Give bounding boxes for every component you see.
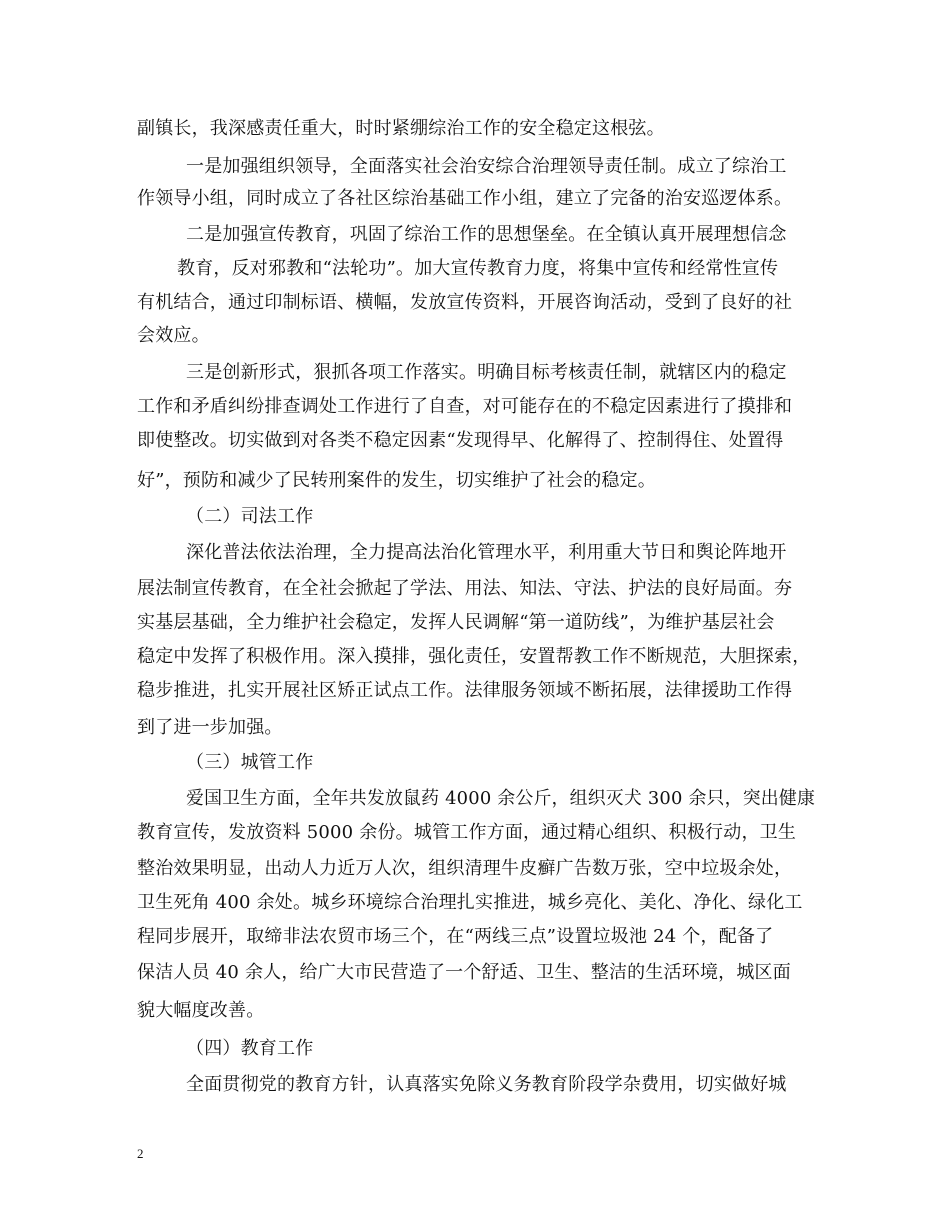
text-line: 教育，反对邪教和“法轮功”。加大宣传教育力度，将集中宣传和经常性宣传 [177,258,779,279]
text-line: 有机结合，通过印制标语、横幅，发放宣传资料，开展咨询活动，受到了良好的社 [137,292,793,313]
text-line: 一是加强组织领导，全面落实社会治安综合治理领导责任制。成立了综治工 [186,156,787,177]
text-line: 深化普法依法治理，全力提高法治化管理水平，利用重大节日和舆论阵地开 [186,542,787,563]
text-line: 整治效果明显，出动人力近万人次，组织清理牛皮癣广告数万张，空中垃圾余处， [137,858,793,879]
text-line: 二是加强宣传教育，巩固了综治工作的思想堡垒。在全镇认真开展理想信念 [186,224,787,245]
text-line: 卫生死角 400 余处。城乡环境综合治理扎实推进，城乡亮化、美化、净化、绿化工 [137,892,803,913]
text-line: 展法制宣传教育，在全社会掀起了学法、用法、知法、守法、护法的良好局面。夯 [137,578,793,599]
text-line: 稳定中发挥了积极作用。深入摸排，强化责任，安置帮教工作不断规范，大胆探索， [137,646,811,667]
section-heading: （三）城管工作 [186,752,314,773]
text-line: 好”，预防和减少了民转刑案件的发生，切实维护了社会的稳定。 [137,470,656,491]
text-line: 即使整改。切实做到对各类不稳定因素“发现得早、化解得了、控制得住、处置得 [137,430,784,451]
text-line: 稳步推进，扎实开展社区矫正试点工作。法律服务领域不断拓展，法律援助工作得 [137,680,793,701]
section-heading: （二）司法工作 [186,506,314,527]
section-heading: （四）教育工作 [186,1038,314,1059]
page-number: 2 [137,1146,144,1161]
text-line: 全面贯彻党的教育方针，认真落实免除义务教育阶段学杂费用，切实做好城 [186,1074,787,1095]
text-line: 教育宣传，发放资料 5000 余份。城管工作方面，通过精心组织、积极行动，卫生 [137,822,797,843]
text-line: 到了进一步加强。 [137,717,283,738]
text-line: 副镇长，我深感责任重大，时时紧绷综治工作的安全稳定这根弦。 [137,118,665,139]
text-line: 爱国卫生方面，全年共发放鼠药 4000 余公斤，组织灭犬 300 余只，突出健康 [186,788,816,809]
text-line: 三是创新形式，狠抓各项工作落实。明确目标考核责任制，就辖区内的稳定 [186,362,787,383]
text-line: 工作和矛盾纠纷排查调处工作进行了自查，对可能存在的不稳定因素进行了摸排和 [137,396,793,417]
text-line: 程同步展开，取缔非法农贸市场三个，在“两线三点”设置垃圾池 24 个，配备了 [137,926,774,947]
text-line: 会效应。 [137,325,210,346]
text-line: 貌大幅度改善。 [137,1000,265,1021]
text-line: 作领导小组，同时成立了各社区综治基础工作小组，建立了完备的治安巡逻体系。 [137,188,793,209]
text-line: 保洁人员 40 余人，给广大市民营造了一个舒适、卫生、整洁的生活环境，城区面 [137,962,791,983]
text-line: 实基层基础，全力维护社会稳定，发挥人民调解“第一道防线”，为维护基层社会 [137,612,775,633]
